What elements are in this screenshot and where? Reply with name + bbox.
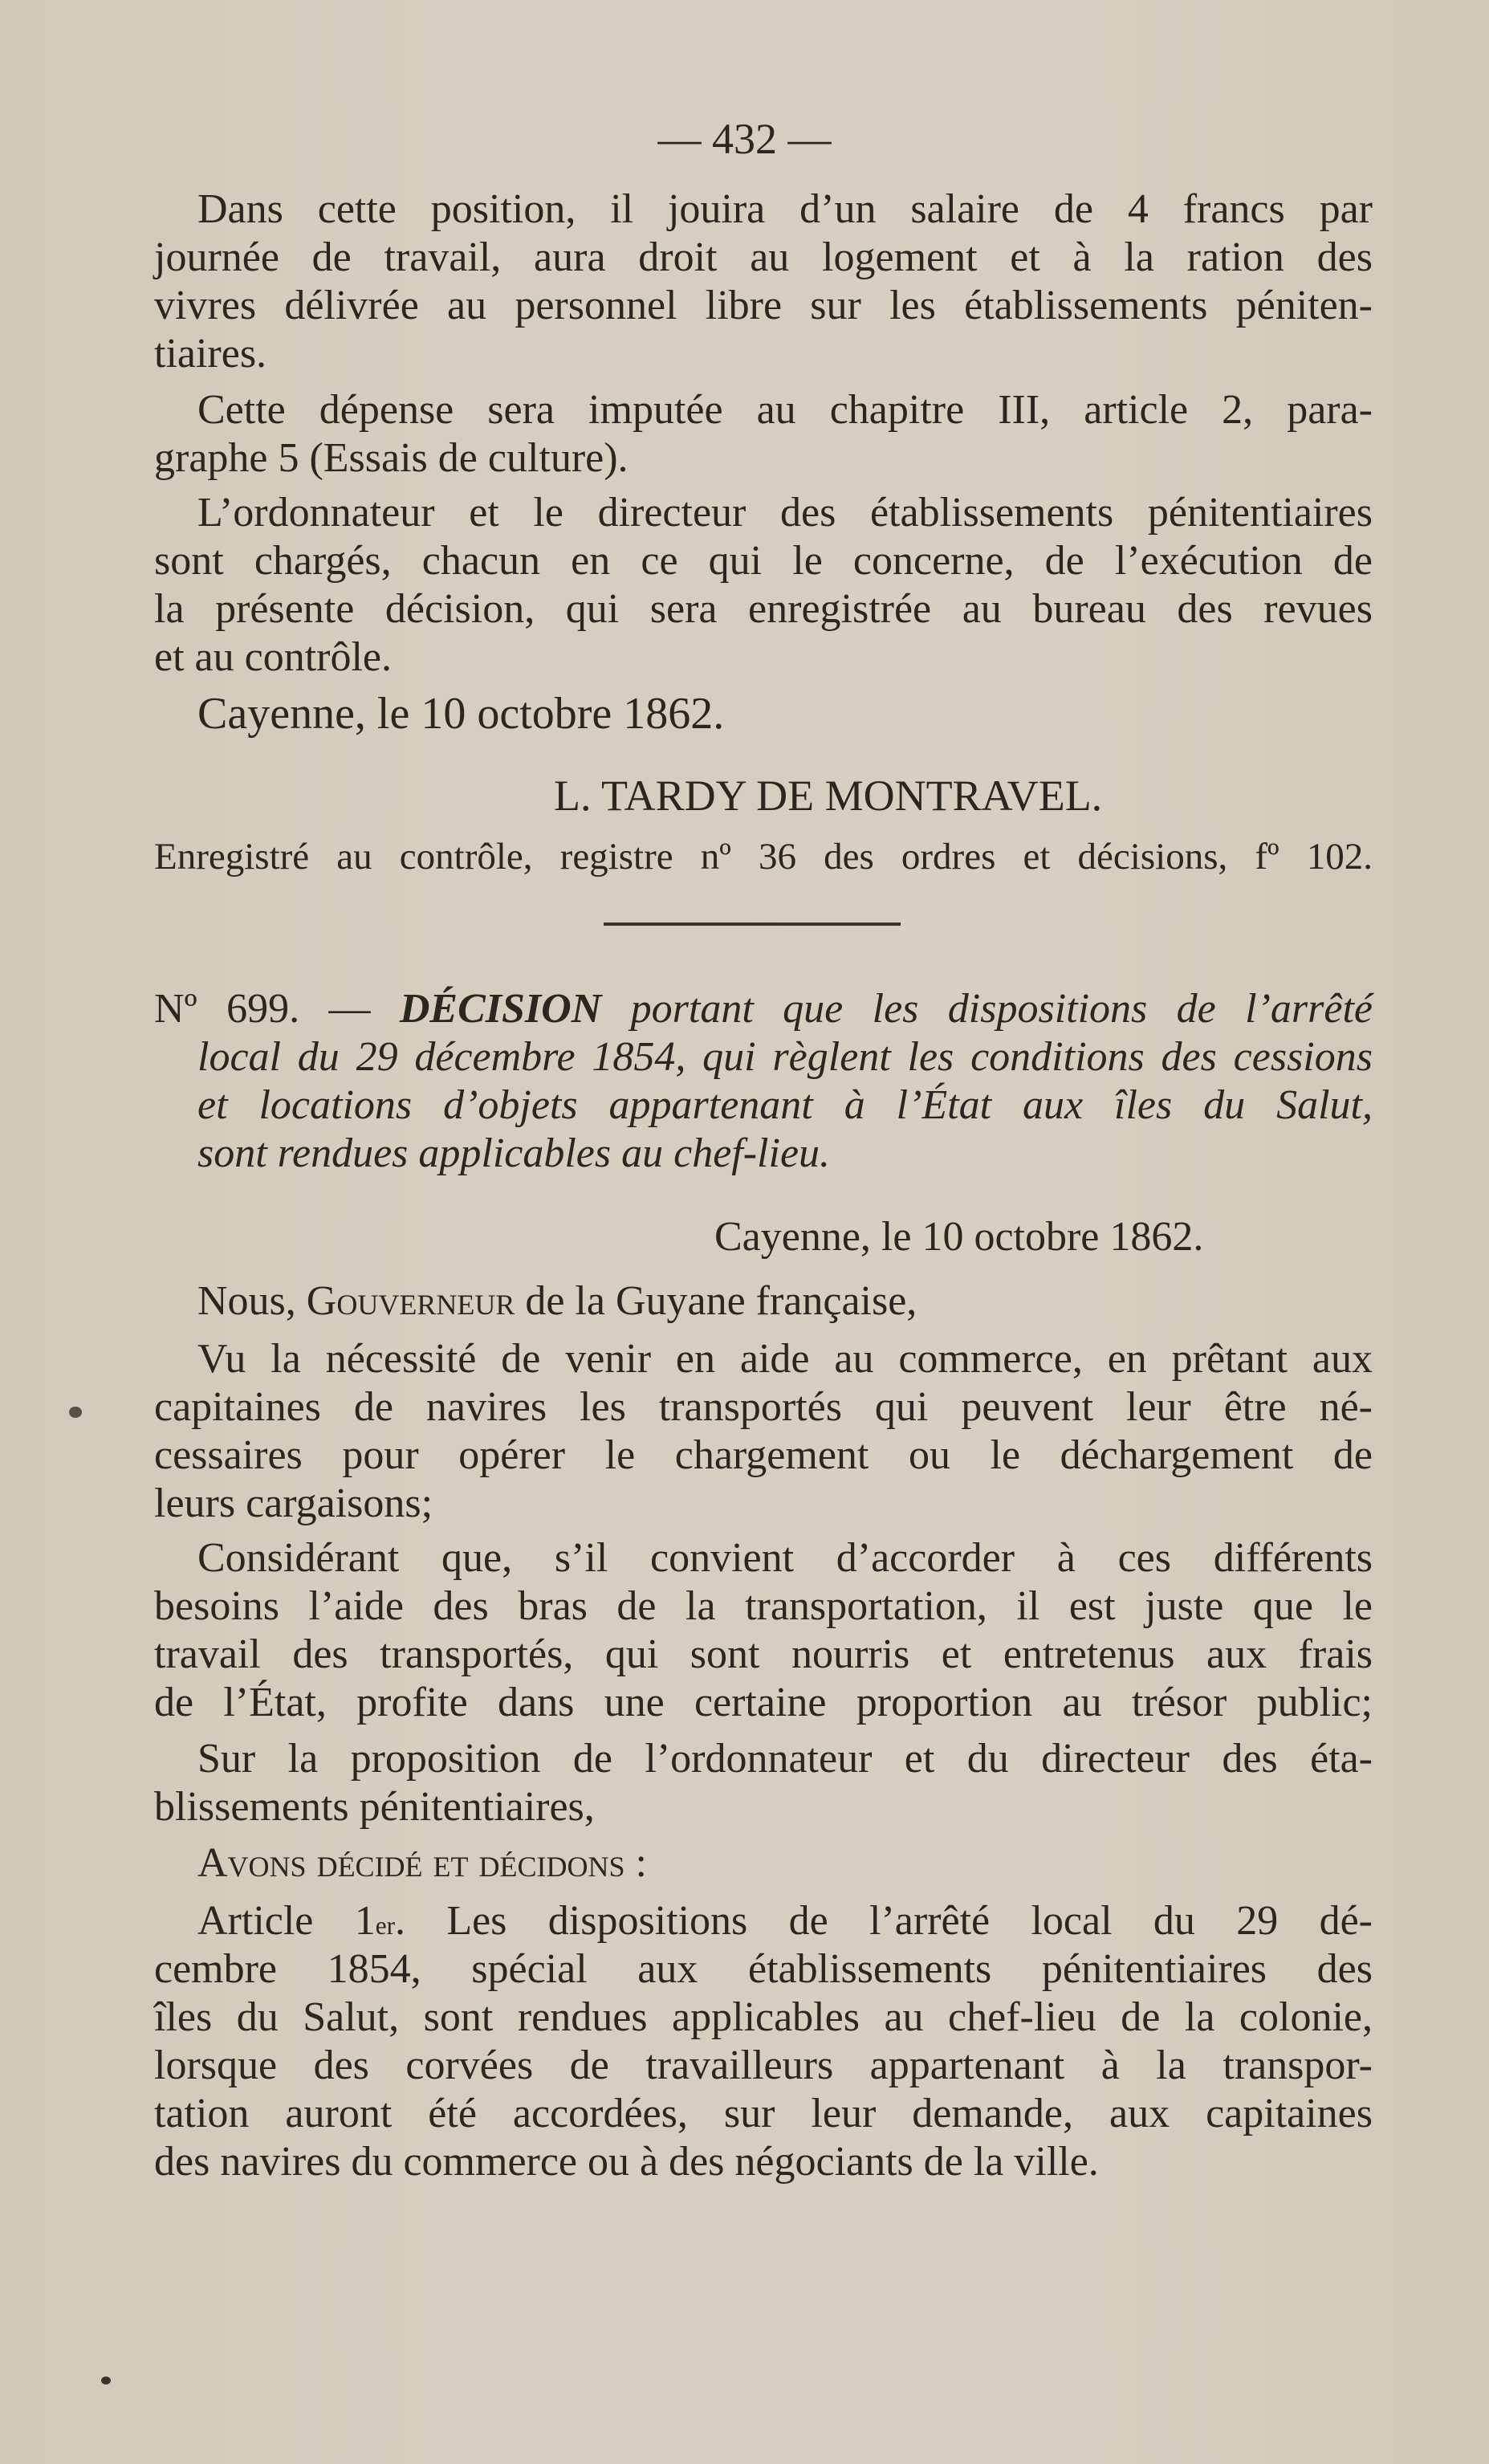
- text-line: besoins l’aide des bras de la transportation, il est juste que le: [154, 1583, 1373, 1629]
- registration-note: Enregistré au contrôle, registre nº 36 des ordres et décisions, fº 102.: [154, 836, 1373, 878]
- decision-title-line: et locations d’objets appartenant à l’État aux îles du Salut,: [197, 1082, 1373, 1128]
- decision-title-line: sont rendues applicables au chef-lieu.: [197, 1130, 831, 1176]
- ink-spot: [101, 2376, 111, 2385]
- decision-title-line: [154, 984, 1373, 1034]
- preamble-line: [197, 1277, 1373, 1326]
- text-line: cessaires pour opérer le chargement ou le déchargement de: [154, 1432, 1373, 1478]
- section-divider: [604, 922, 901, 926]
- decision-keyword: DÉCISION: [399, 986, 602, 1032]
- text-line: sont chargés, chacun en ce qui le concerne, de l’exécution de: [154, 538, 1373, 584]
- text-line: capitaines de navires les transportés qui peuvent leur être né-: [154, 1384, 1373, 1430]
- place-date: Cayenne, le 10 octobre 1862.: [197, 689, 725, 739]
- preamble-gouverneur: Gouverneur: [306, 1278, 515, 1324]
- text-line: lorsque des corvées de travailleurs appartenant à la transpor-: [154, 2042, 1373, 2088]
- text-line: L’ordonnateur et le directeur des établissements pénitentiaires: [197, 490, 1373, 536]
- decision-title-text: portant que les dispositions de l’arrêté: [630, 986, 1373, 1032]
- text-line: Sur la proposition de l’ordonnateur et du directeur des éta-: [197, 1736, 1373, 1782]
- article-text: . Les dispositions de l’arrêté local du 29 dé-: [394, 1898, 1373, 1944]
- text-line: Dans cette position, il jouira d’un salaire de 4 francs par: [197, 186, 1373, 232]
- text-line: graphe 5 (Essais de culture).: [154, 435, 629, 481]
- text-line: des navires du commerce ou à des négociants de la ville.: [154, 2139, 1099, 2185]
- signature: L. TARDY DE MONTRAVEL.: [554, 772, 1103, 820]
- preamble-nous: Nous,: [197, 1278, 296, 1324]
- text-line: îles du Salut, sont rendues applicables au chef-lieu de la colonie,: [154, 1994, 1373, 2040]
- decision-formula: Avons décidé et décidons :: [197, 1840, 647, 1886]
- text-line: travail des transportés, qui sont nourris et entretenus aux frais: [154, 1631, 1373, 1677]
- text-line: blissements pénitentiaires,: [154, 1784, 595, 1830]
- text-line: Cette dépense sera imputée au chapitre III, article 2, para-: [197, 387, 1373, 433]
- decision-number: Nº 699. —: [154, 986, 371, 1032]
- page-number: — 432 —: [657, 115, 832, 163]
- text-line: Vu la nécessité de venir en aide au commerce, en prêtant aux: [197, 1336, 1373, 1382]
- text-line: tiaires.: [154, 331, 267, 377]
- text-line: tation auront été accordées, sur leur demande, aux capitaines: [154, 2091, 1373, 2136]
- text-line: Considérant que, s’il convient d’accorder à ces différents: [197, 1535, 1373, 1581]
- ink-spot: [69, 1407, 82, 1418]
- preamble-of: de la Guyane française,: [525, 1278, 917, 1324]
- article-label: Article 1: [197, 1898, 376, 1944]
- text-line: cembre 1854, spécial aux établissements pénitentiaires des: [154, 1946, 1373, 1992]
- article-line: [197, 1896, 1373, 1946]
- text-line: journée de travail, aura droit au logement et à la ration des: [154, 234, 1373, 280]
- text-line: et au contrôle.: [154, 634, 392, 680]
- decision-title-line: local du 29 décembre 1854, qui règlent les conditions des cessions: [197, 1034, 1373, 1080]
- text-line: vivres délivrée au personnel libre sur les établissements péniten-: [154, 283, 1373, 328]
- text-line: leurs cargaisons;: [154, 1480, 433, 1526]
- text-line: de l’État, profite dans une certaine proportion au trésor public;: [154, 1680, 1373, 1725]
- article-sup: er: [375, 1912, 395, 1940]
- place-date: Cayenne, le 10 octobre 1862.: [714, 1214, 1204, 1260]
- text-line: la présente décision, qui sera enregistrée au bureau des revues: [154, 586, 1373, 632]
